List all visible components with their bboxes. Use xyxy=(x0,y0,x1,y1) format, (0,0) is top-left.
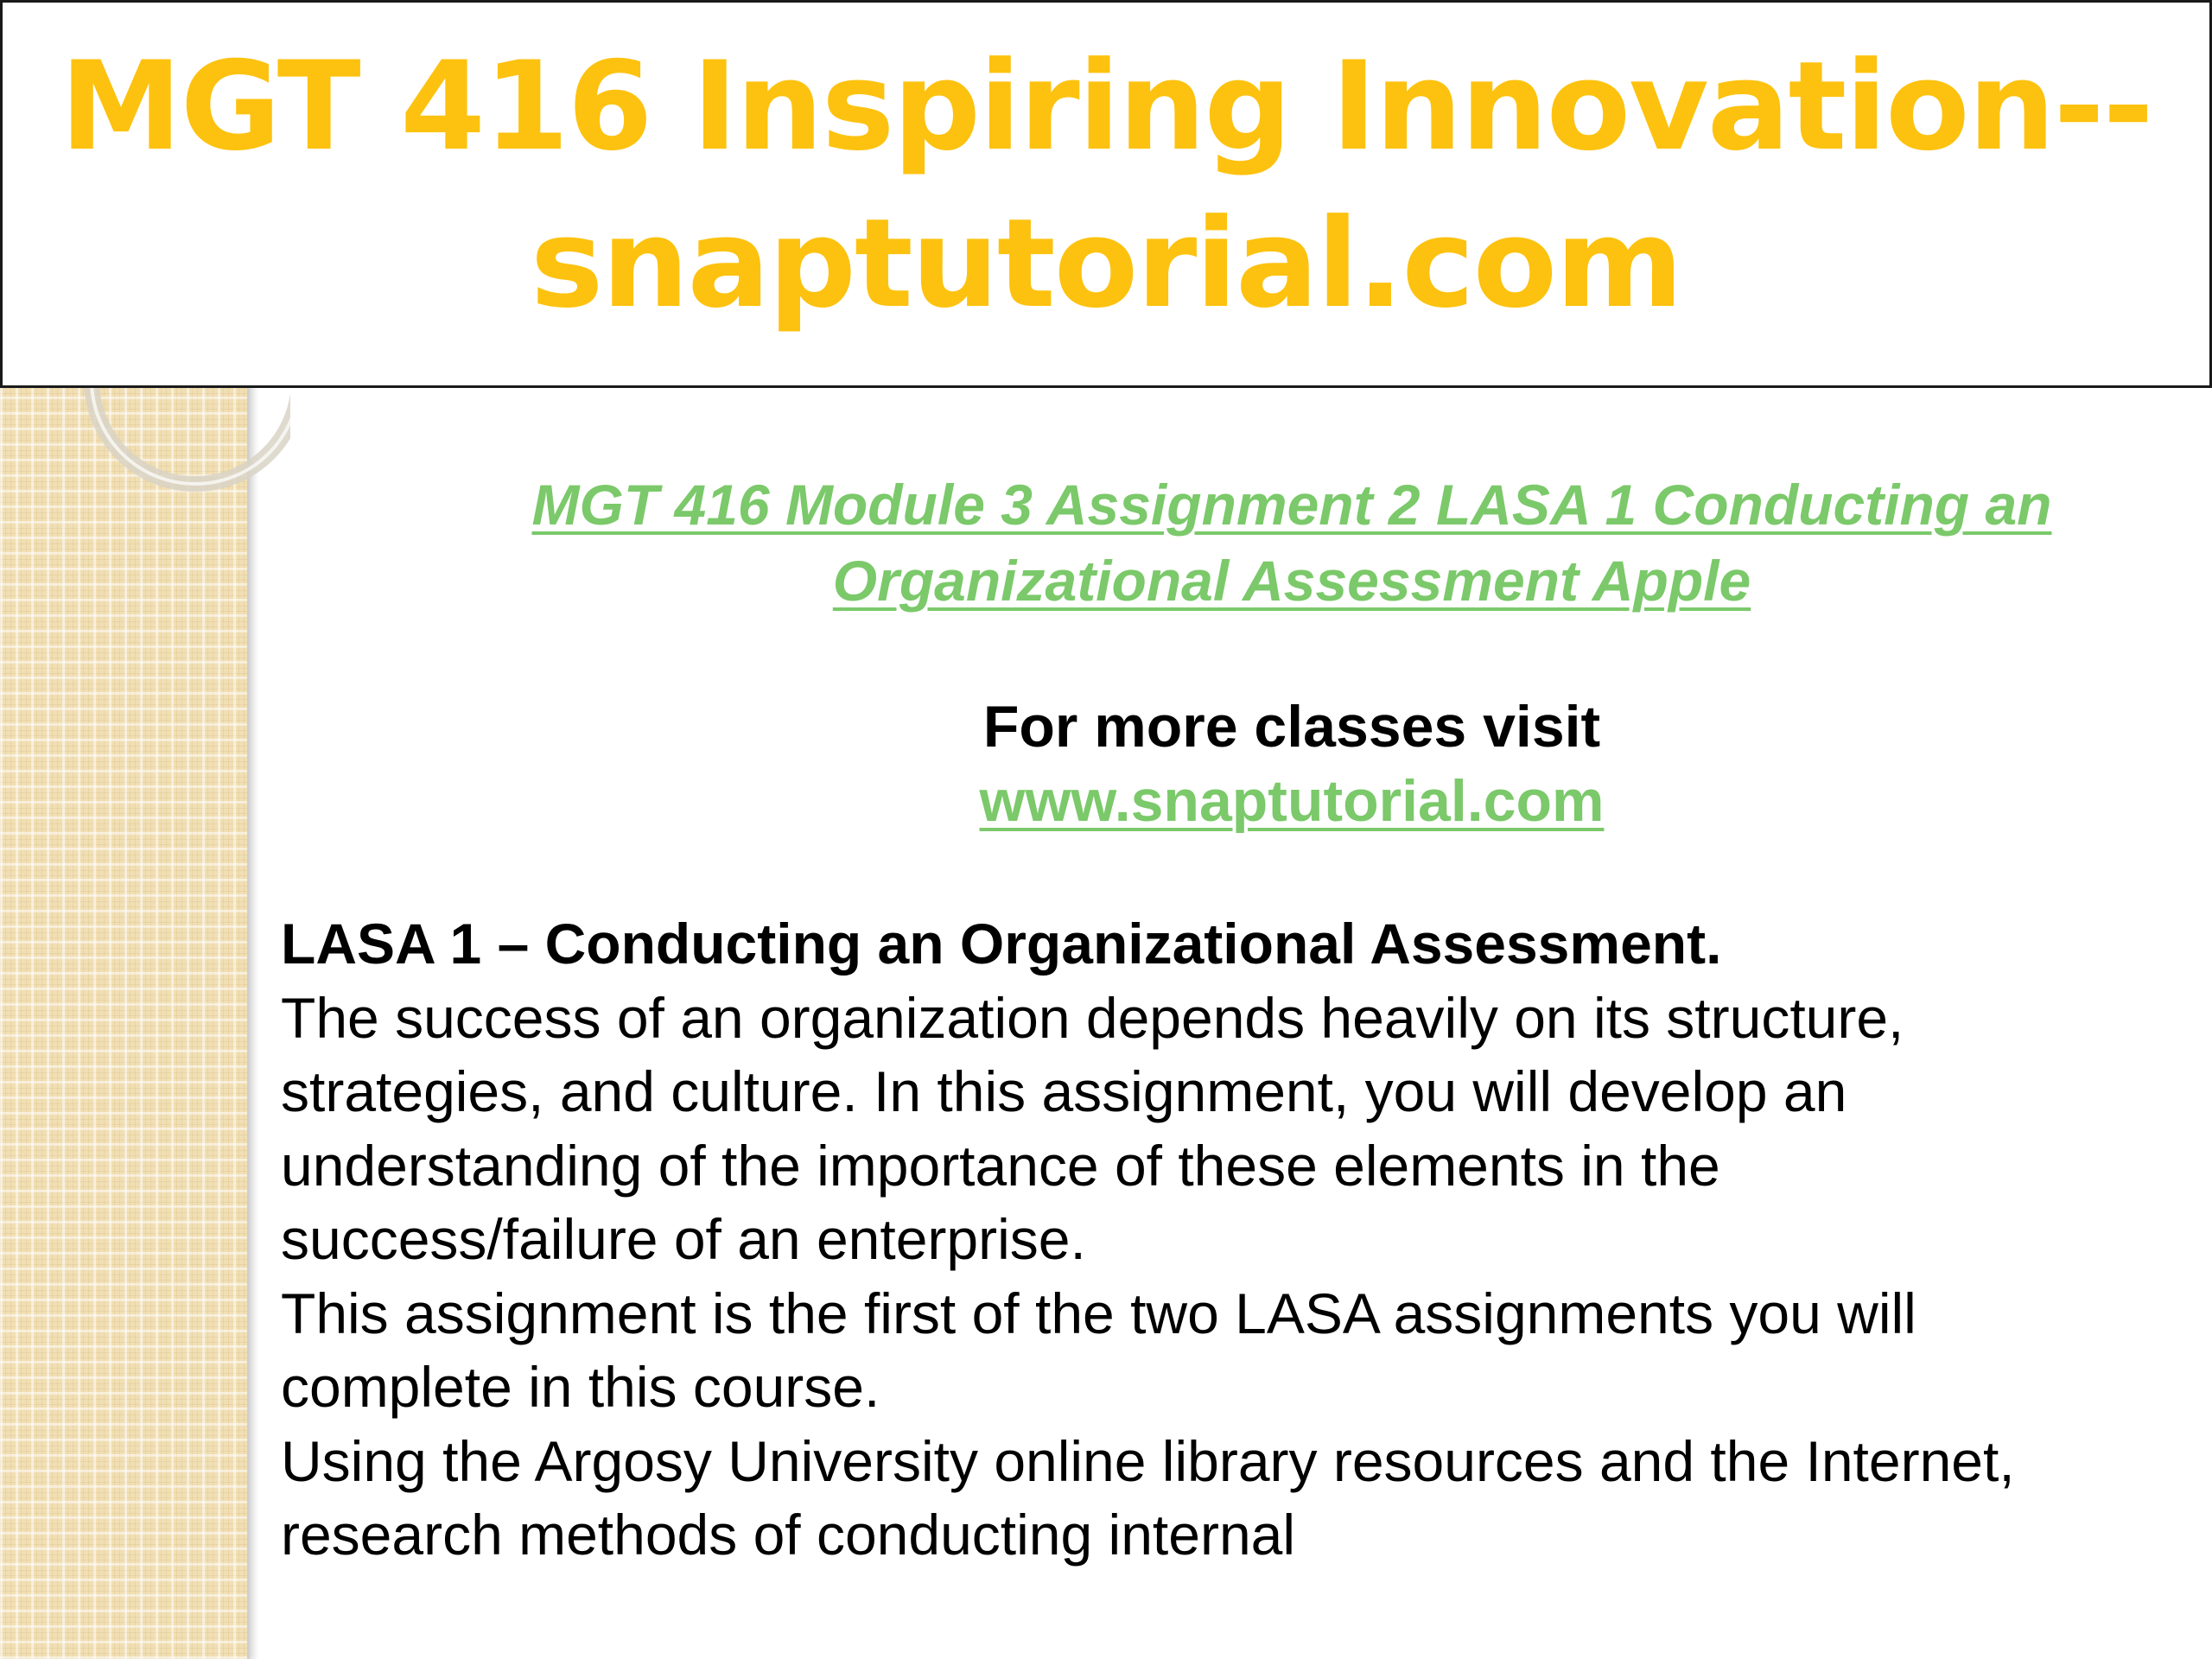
assignment-link-line-2[interactable]: Organizational Assessment Apple xyxy=(832,549,1751,613)
body-line: research methods of conducting internal xyxy=(281,1503,1296,1567)
body-heading: LASA 1 – Conducting an Organizational Assessment. xyxy=(281,912,1722,976)
body-line: complete in this course. xyxy=(281,1355,880,1419)
title-line-1: MGT 416 Inspiring Innovation-- xyxy=(60,35,2152,178)
strip-shadow xyxy=(247,380,259,1659)
title-line-2: snaptutorial.com xyxy=(530,192,1682,335)
body-line: success/failure of an enterprise. xyxy=(281,1207,1086,1271)
page-title xyxy=(60,29,2152,343)
body-line: strategies, and culture. In this assignment, you will develop an xyxy=(281,1059,1847,1123)
visit-block xyxy=(385,690,2199,838)
body-line: This assignment is the first of the two LASA assignments you will xyxy=(281,1281,1916,1345)
visit-label: For more classes visit xyxy=(982,694,1601,760)
assignment-link-line-1[interactable]: MGT 416 Module 3 Assignment 2 LASA 1 Conducting an xyxy=(531,473,2052,537)
decorative-pattern-strip xyxy=(0,380,250,1659)
body-line: Using the Argosy University online library resources and the Internet, xyxy=(281,1428,2015,1493)
body-text xyxy=(281,907,2164,1573)
body-line: understanding of the importance of these elements in the xyxy=(281,1133,1720,1198)
content-area xyxy=(281,467,2164,1573)
assignment-link[interactable] xyxy=(385,467,2199,619)
title-box xyxy=(0,0,2212,388)
website-link[interactable]: www.snaptutorial.com xyxy=(979,768,1605,834)
body-line: The success of an organization depends heavily on its structure, xyxy=(281,985,1904,1050)
